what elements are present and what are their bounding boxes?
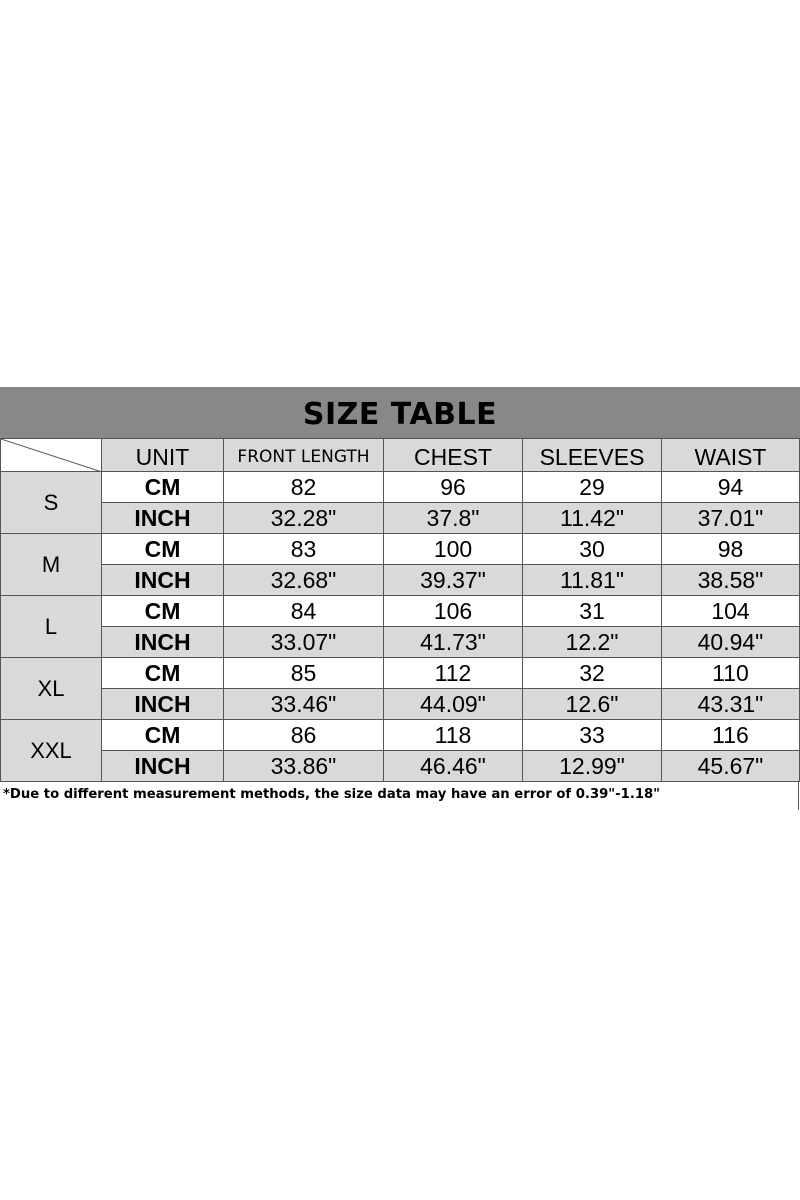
table-row [1,720,800,751]
waist-value: 40.94" [662,627,800,658]
sleeves-value: 12.99" [523,751,662,782]
waist-value: 94 [662,472,800,503]
sleeves-value: 11.81" [523,565,662,596]
sleeves-value: 29 [523,472,662,503]
header-chest: CHEST [384,439,523,472]
unit-label: CM [102,534,224,565]
chest-value: 46.46" [384,751,523,782]
size-label: S [1,472,102,534]
waist-value: 116 [662,720,800,751]
header-unit: UNIT [102,439,224,472]
table-row [1,565,800,596]
table-body [1,472,800,782]
front-length-value: 33.07" [224,627,384,658]
table-row [1,534,800,565]
chest-value: 39.37" [384,565,523,596]
title-bar [0,387,800,438]
header-row [1,439,800,472]
sleeves-value: 30 [523,534,662,565]
front-length-value: 32.68" [224,565,384,596]
sleeves-value: 12.6" [523,689,662,720]
size-grid [0,438,800,782]
waist-value: 45.67" [662,751,800,782]
footnote: *Due to different measurement methods, the size data may have an error of 0.39"-1.18" [3,787,661,802]
unit-label: INCH [102,565,224,596]
chest-value: 37.8" [384,503,523,534]
chest-value: 44.09" [384,689,523,720]
table-row [1,658,800,689]
table-title: SIZE TABLE [302,397,498,432]
waist-value: 98 [662,534,800,565]
table-row [1,596,800,627]
front-length-value: 33.86" [224,751,384,782]
front-length-value: 82 [224,472,384,503]
sleeves-value: 12.2" [523,627,662,658]
header-sleeves: SLEEVES [523,439,662,472]
front-length-value: 83 [224,534,384,565]
chest-value: 112 [384,658,523,689]
sleeves-value: 11.42" [523,503,662,534]
corner-cell [1,439,102,472]
front-length-value: 33.46" [224,689,384,720]
chest-value: 118 [384,720,523,751]
table-row [1,689,800,720]
front-length-value: 32.28" [224,503,384,534]
waist-value: 38.58" [662,565,800,596]
table-row [1,472,800,503]
unit-label: CM [102,472,224,503]
size-label: M [1,534,102,596]
sleeves-value: 31 [523,596,662,627]
unit-label: CM [102,720,224,751]
diagonal-divider [1,439,102,472]
size-label: XXL [1,720,102,782]
unit-label: INCH [102,503,224,534]
waist-value: 37.01" [662,503,800,534]
header-waist: WAIST [662,439,800,472]
chest-value: 106 [384,596,523,627]
size-label: L [1,596,102,658]
chest-value: 100 [384,534,523,565]
chest-value: 96 [384,472,523,503]
front-length-value: 84 [224,596,384,627]
unit-label: INCH [102,689,224,720]
table-row [1,751,800,782]
unit-label: INCH [102,627,224,658]
table-row [1,503,800,534]
front-length-value: 86 [224,720,384,751]
front-length-value: 85 [224,658,384,689]
chest-value: 41.73" [384,627,523,658]
waist-value: 43.31" [662,689,800,720]
waist-value: 110 [662,658,800,689]
size-label: XL [1,658,102,720]
unit-label: CM [102,658,224,689]
sleeves-value: 33 [523,720,662,751]
unit-label: CM [102,596,224,627]
header-front-length: FRONT LENGTH [224,439,384,472]
footnote-right-border [798,782,799,810]
unit-label: INCH [102,751,224,782]
sleeves-value: 32 [523,658,662,689]
table-row [1,627,800,658]
waist-value: 104 [662,596,800,627]
